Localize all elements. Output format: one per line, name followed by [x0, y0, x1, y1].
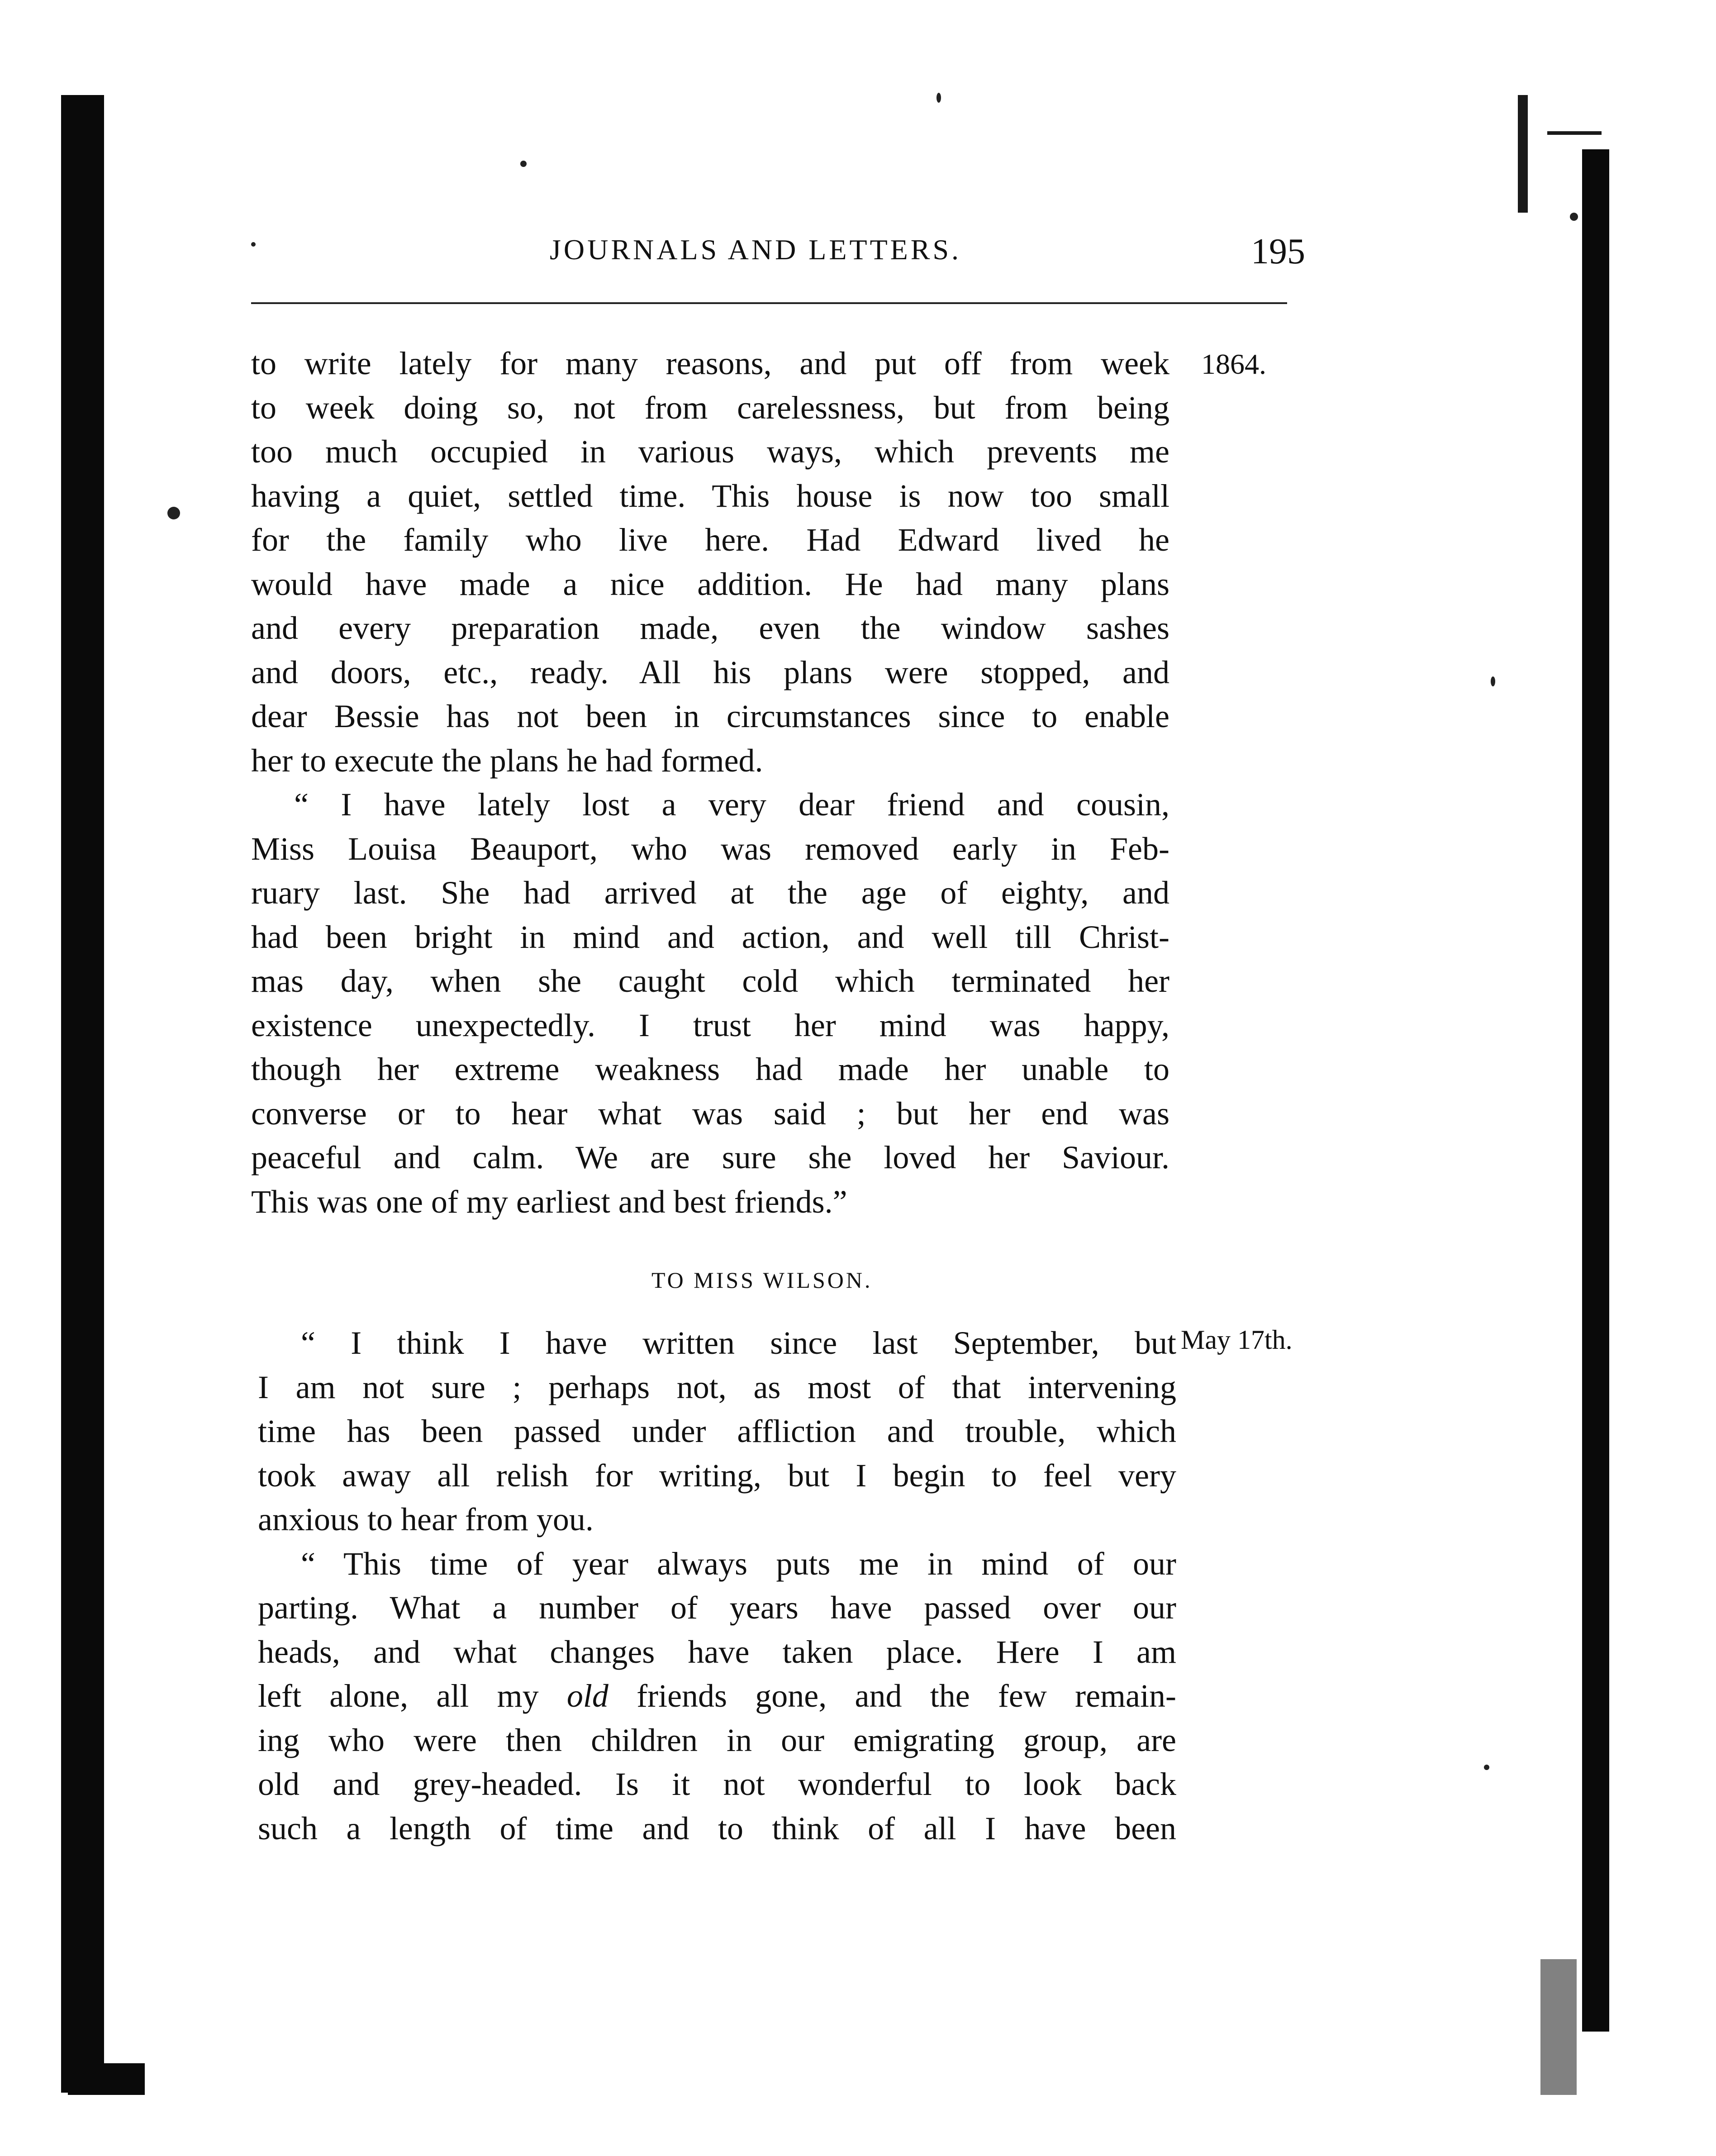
text-line: old and grey-headed. Is it not wonderful to look back: [258, 1766, 1176, 1802]
text-line: too much occupied in various ways, which prevents me: [251, 433, 1169, 470]
text-line: “ I have lately lost a very dear friend and cousin,: [294, 786, 1169, 823]
text-line: time has been passed under affliction and trouble, which: [258, 1413, 1176, 1449]
marginal-date: May 17th.: [1181, 1325, 1293, 1355]
text-line: ruary last. She had arrived at the age of eighty, and: [251, 875, 1169, 911]
text-line: such a length of time and to think of all I have been: [258, 1810, 1176, 1847]
scan-speck: [167, 507, 180, 519]
text-line: [258, 1674, 1176, 1718]
text-fragment: friends gone, and the few remain-: [608, 1678, 1176, 1714]
text-fragment: left alone, all my: [258, 1678, 567, 1714]
text-line: took away all relish for writing, but I begin to feel very: [258, 1457, 1176, 1494]
text-line: anxious to hear from you.: [258, 1501, 594, 1537]
scan-fleck: [1547, 131, 1602, 135]
text-line: having a quiet, settled time. This house is now too small: [251, 477, 1169, 514]
scan-fleck: [1540, 1959, 1577, 2095]
letter-to-miss-wilson: [258, 1321, 1176, 1851]
scan-edge-left-foot: [68, 2063, 145, 2095]
text-line: peaceful and calm. We are sure she loved her Saviour.: [251, 1139, 1169, 1176]
text-line: her to execute the plans he had formed.: [251, 742, 763, 779]
text-line: dear Bessie has not been in circumstances since to enable: [251, 698, 1169, 734]
text-line: heads, and what changes have taken place. Here I am: [258, 1633, 1176, 1670]
scan-speck: [1491, 676, 1495, 686]
text-line: Miss Louisa Beauport, who was removed early in Feb-: [251, 830, 1169, 867]
scan-speck: [1484, 1765, 1489, 1770]
text-line: mas day, when she caught cold which terminated her: [251, 963, 1169, 999]
header-rule: [251, 302, 1287, 304]
running-title: JOURNALS AND LETTERS.: [550, 233, 962, 266]
text-line: for the family who live here. Had Edward lived he: [251, 522, 1169, 558]
text-line: ing who were then children in our emigrating group, are: [258, 1722, 1176, 1758]
scan-fleck: [1518, 95, 1528, 213]
emphasized-word: old: [566, 1678, 608, 1714]
marginal-year: 1864.: [1201, 348, 1266, 380]
text-line: and doors, etc., ready. All his plans were stopped, and: [251, 654, 1169, 690]
text-line: would have made a nice addition. He had many plans: [251, 566, 1169, 602]
text-line: though her extreme weakness had made her unable to: [251, 1051, 1169, 1087]
text-line: had been bright in mind and action, and well till Christ-: [251, 919, 1169, 955]
scan-edge-right: [1582, 149, 1609, 2032]
text-line: converse or to hear what was said ; but her end was: [251, 1095, 1169, 1132]
scan-speck: [1570, 213, 1578, 221]
letter-text-continued: [251, 342, 1169, 1224]
scan-edge-left: [61, 95, 104, 2093]
text-line: to week doing so, not from carelessness, but from being: [251, 389, 1169, 426]
running-head: [251, 232, 1305, 274]
section-heading: TO MISS WILSON.: [651, 1267, 873, 1293]
text-line: to write lately for many reasons, and put off from week: [251, 345, 1169, 381]
scan-speck: [936, 93, 941, 103]
text-line: This was one of my earliest and best friends.”: [251, 1183, 847, 1220]
text-line: existence unexpectedly. I trust her mind was happy,: [251, 1007, 1169, 1043]
text-line: parting. What a number of years have passed over our: [258, 1590, 1176, 1626]
page-number: 195: [1251, 232, 1305, 271]
scan-speck: [520, 161, 527, 167]
text-line: “ I think I have written since last September, but: [301, 1325, 1176, 1361]
text-line: “ This time of year always puts me in mind of our: [301, 1545, 1176, 1582]
text-line: I am not sure ; perhaps not, as most of that intervening: [258, 1369, 1176, 1405]
text-line: and every preparation made, even the window sashes: [251, 610, 1169, 646]
